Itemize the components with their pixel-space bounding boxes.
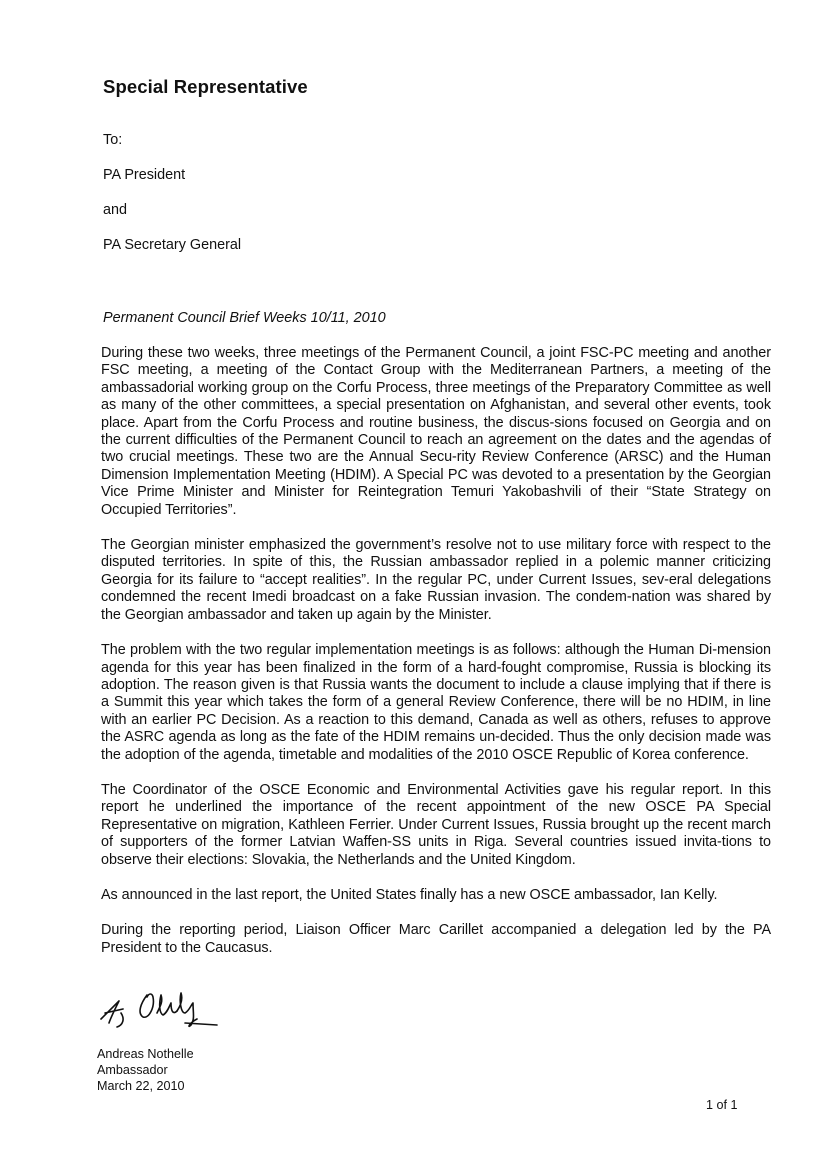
addressee-pa-secretary-general: PA Secretary General bbox=[103, 237, 242, 253]
paragraph-economic-coordinator: The Coordinator of the OSCE Economic and Environmental Activities gave his regular report. In this report he underlined the importance of the recent appointment of the new OSCE PA Special Representative on migration, Kathleen Ferrier. Under Current Issues, Russia brought up the recent march of supporters of the former Latvian Waffen-SS units in Riga. Several countries issued invita-tions to observe their elections: Slovakia, the Netherlands and the United Kingdom. bbox=[101, 781, 771, 868]
signatory-name: Andreas Nothelle bbox=[97, 1047, 194, 1061]
brief-title: Permanent Council Brief Weeks 10/11, 2010 bbox=[103, 310, 386, 326]
paragraph-liaison-officer: During the reporting period, Liaison Officer Marc Carillet accompanied a delegation led by the PA President to the Caucasus. bbox=[101, 922, 771, 956]
signature-date: March 22, 2010 bbox=[97, 1079, 185, 1094]
handwritten-signature bbox=[97, 983, 222, 1033]
paragraph-implementation-meetings: The problem with the two regular implementation meetings is as follows: although the Human Di-mension agenda for this year has been finalized in the form of a hard-fought compromise, Russia is blocking its adoption. The reason given is that Russia wants the document to include a clause implying that if there is a Summit this year which takes the form of a general Review Conference, there will be no HDIM, in line with an earlier PC Decision. As a reaction to this demand, Canada as well as others, refuses to approve the ASRC agenda as long as the fate of the HDIM remains un-decided. Thus the only decision made was the adoption of the agenda, timetable and modalities of the 2010 OSCE Republic of Korea conference. bbox=[101, 642, 771, 763]
paragraph-georgia: The Georgian minister emphasized the government’s resolve not to use military force with respect to the disputed territories. In spite of this, the Russian ambassador replied in a polemic manner criticizing Georgia for its failure to “accept realities”. In the regular PC, under Current Issues, sev-eral delegations condemned the recent Imedi broadcast on a fake Russian invasion. The condem-nation was shared by the Georgian ambassador and taken up again by the Minister. bbox=[101, 537, 771, 623]
signatory-position: Ambassador bbox=[97, 1063, 168, 1078]
addressee-to-label: To: bbox=[103, 132, 123, 148]
addressee-pa-president: PA President bbox=[103, 167, 186, 183]
signature-block bbox=[97, 1046, 194, 1095]
paragraph-overview: During these two weeks, three meetings of the Permanent Council, a joint FSC-PC meeting and another FSC meeting, a meeting of the Contact Group with the Mediterranean Partners, a meeting of the ambassadorial working group on the Corfu Process, three meetings of the Preparatory Committee as well as many of the other committees, a special presentation on Afghanistan, and several other events, took place. Apart from the Corfu Process and routine business, the discus-sions focused on Georgia and on the current difficulties of the Permanent Council to reach an agreement on the dates and the agendas of two crucial meetings. These two are the Annual Secu-rity Review Conference (ARSC) and the Human Dimension Implementation Meeting (HDIM). A Special PC was devoted to a presentation by the Georgian Vice Prime Minister and Minister for Reintegration Temuri Yakobashvili of their “State Strategy on Occupied Territories”. bbox=[101, 345, 771, 518]
addressee-and: and bbox=[103, 202, 128, 218]
page-number: 1 of 1 bbox=[706, 1098, 738, 1112]
document-title: Special Representative bbox=[103, 76, 308, 97]
paragraph-us-ambassador: As announced in the last report, the United States finally has a new OSCE ambassador, Ian Kelly. bbox=[101, 886, 718, 903]
report-body bbox=[101, 345, 771, 975]
